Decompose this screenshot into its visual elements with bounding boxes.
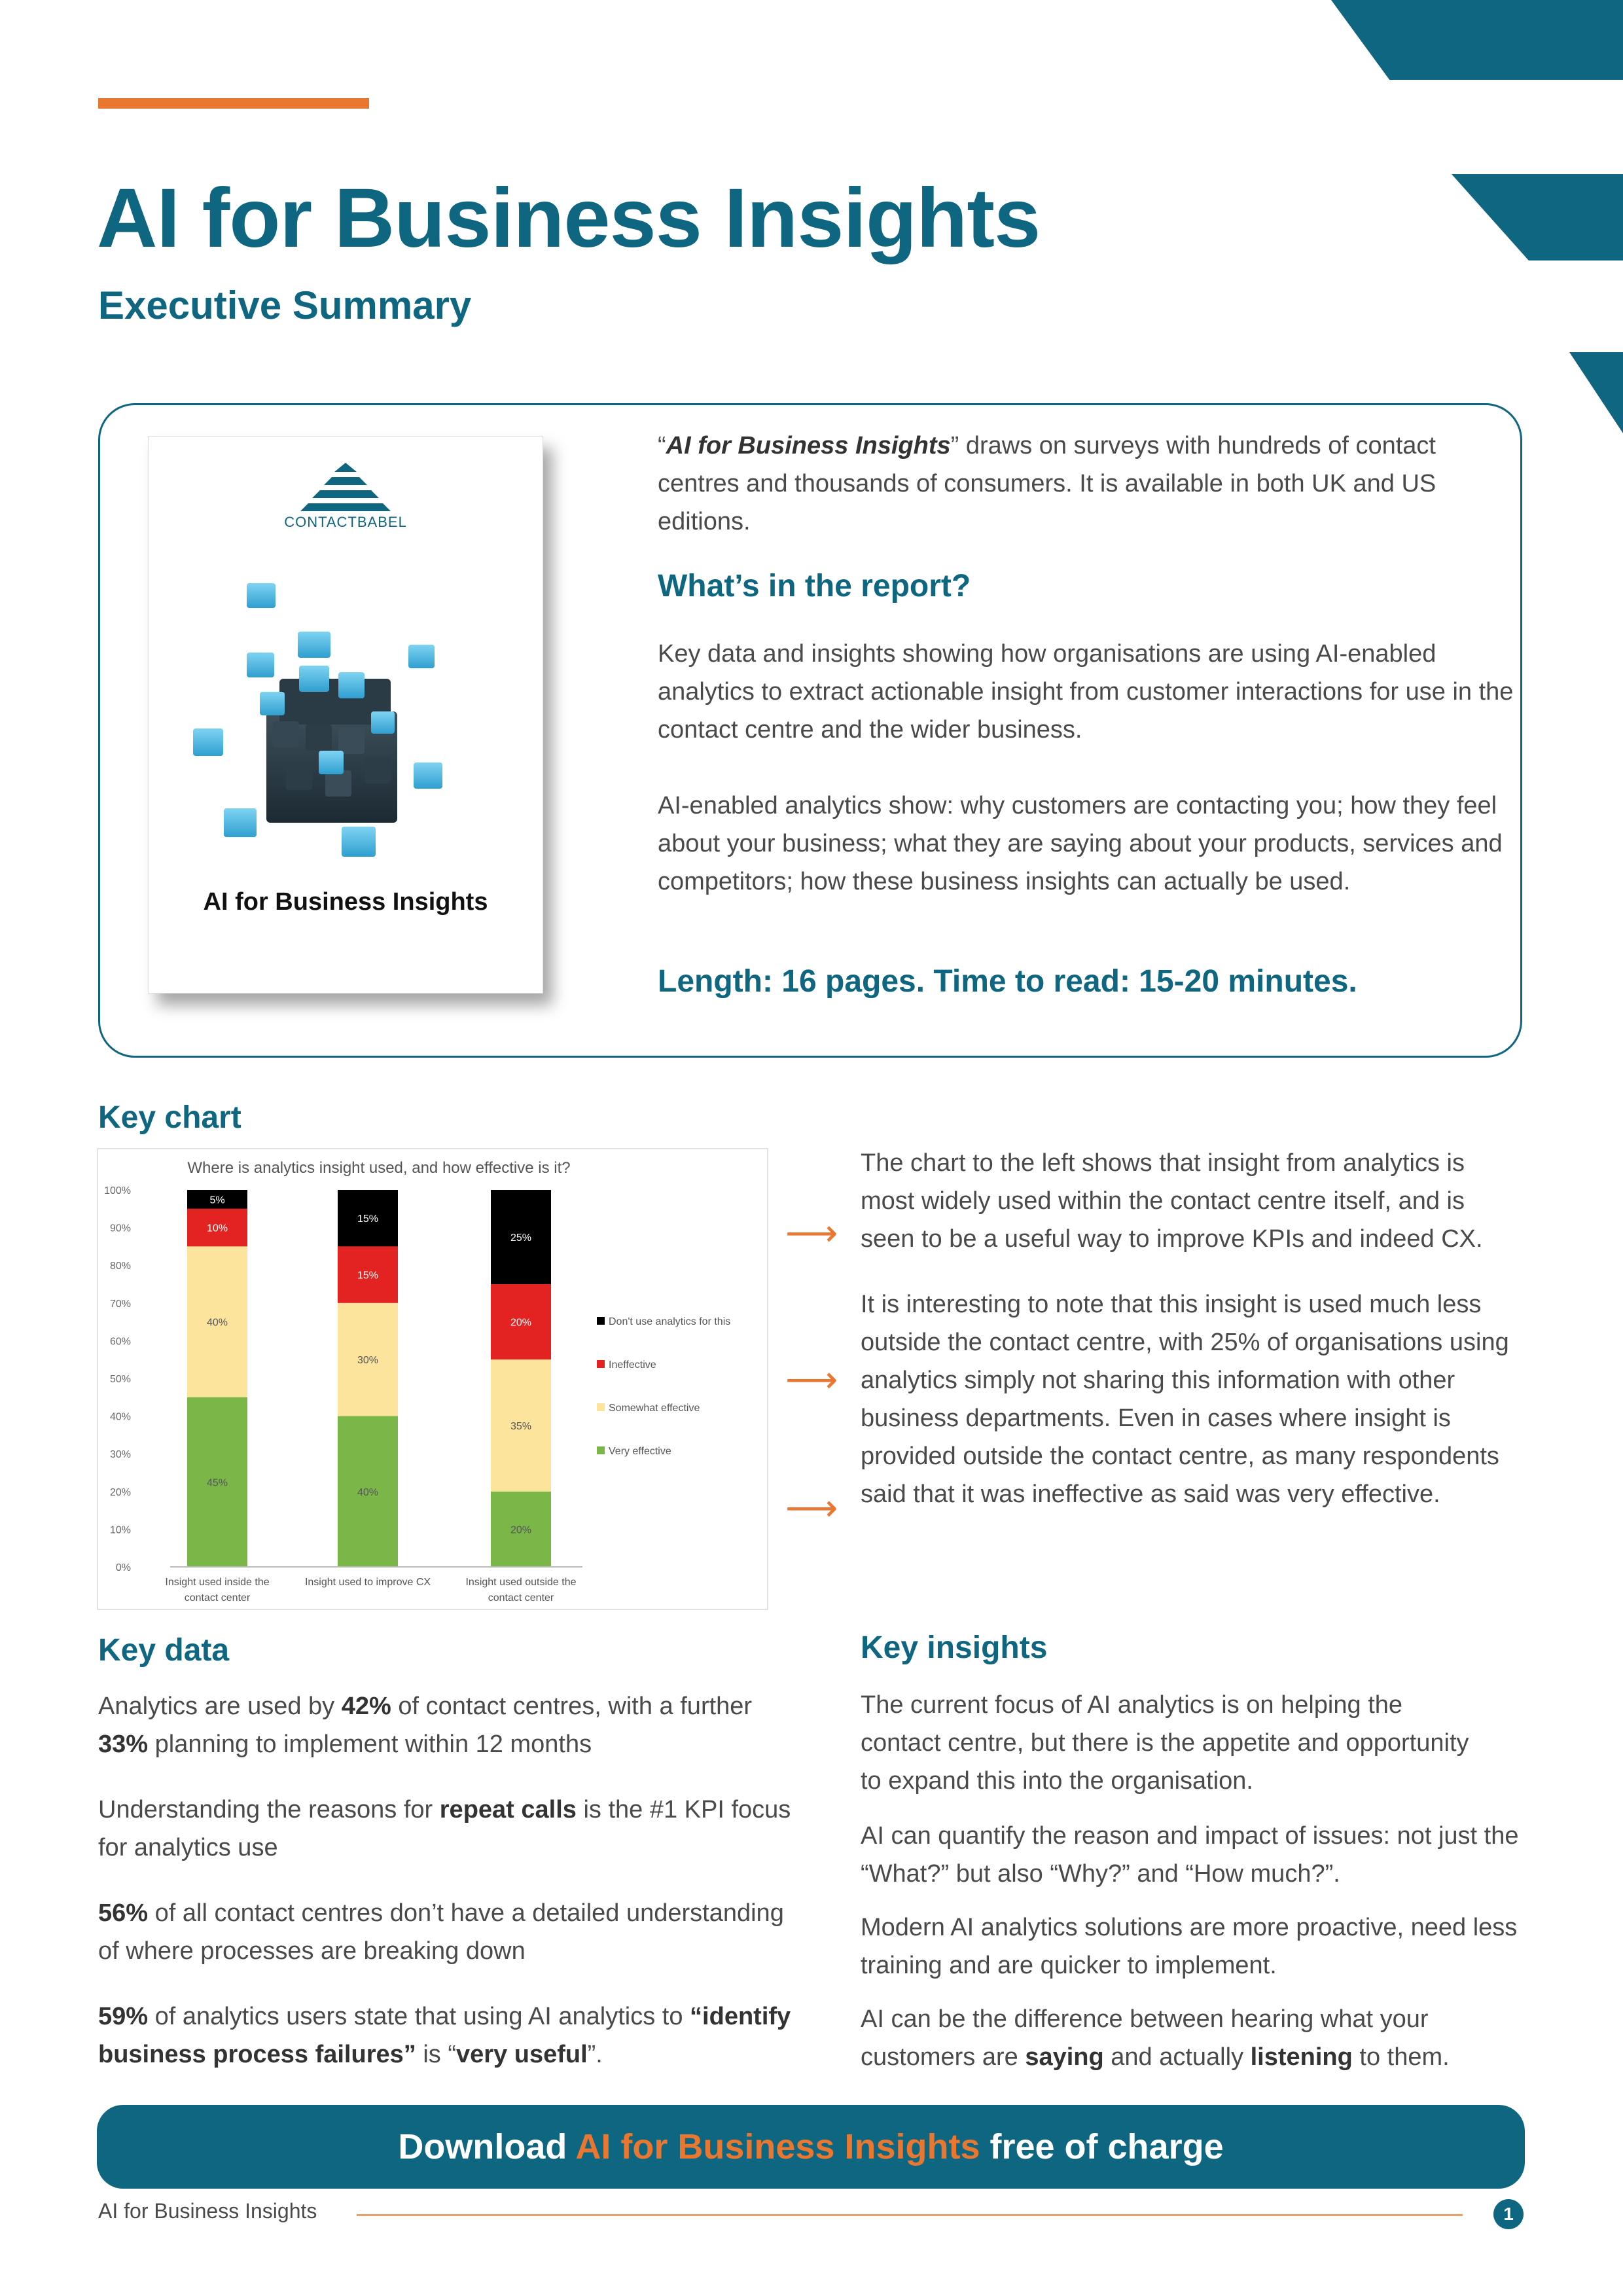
- cta-pre: Download: [398, 2127, 576, 2166]
- data-label: 35%: [510, 1421, 532, 1432]
- y-tick-label: 60%: [109, 1336, 131, 1348]
- data-label: 40%: [206, 1317, 228, 1329]
- key-insight-item-3: Modern AI analytics solutions are more proactive, need less training and are quicker to implement.: [861, 1914, 1518, 1979]
- intro-title: AI for Business Insights: [666, 432, 951, 459]
- key-data-item-3: [98, 1894, 792, 1970]
- footer-divider: [357, 2214, 1463, 2216]
- text: and actually: [1103, 2043, 1251, 2071]
- y-tick-label: 0%: [115, 1562, 131, 1573]
- x-category-label: contact center: [184, 1592, 251, 1604]
- key-data-heading: Key data: [98, 1633, 230, 1668]
- arrow-icon-1: ⟶: [785, 1212, 838, 1253]
- data-label: 20%: [510, 1317, 532, 1329]
- chart-note-2: It is interesting to note that this insight is used much less outside the contact centre, with 25% of organisations using analytics simply not sharing this information with other business departments. Even in cases where insight is provided outside the contact centre, as many respondents said that it was ineffective as said was very effective.: [861, 1291, 1509, 1508]
- accent-bar: [98, 98, 369, 109]
- key-data-item-1: [98, 1687, 792, 1763]
- text: to them.: [1352, 2043, 1450, 2071]
- text: is “: [416, 2041, 456, 2068]
- chart-note-1: The chart to the left shows that insight from analytics is most widely used within the contact centre itself, and is seen to be a useful way to improve KPIs and indeed CX.: [861, 1149, 1483, 1253]
- legend-label: Somewhat effective: [609, 1403, 700, 1414]
- download-button[interactable]: [97, 2105, 1525, 2189]
- arrow-icon-3: ⟶: [785, 1487, 838, 1528]
- text: of analytics users state that using AI analytics to: [148, 2003, 690, 2030]
- key-insight-item-1: The current focus of AI analytics is on helping the contact centre, but there is the appetite and opportunity to expand this into the organisation.: [861, 1691, 1469, 1795]
- y-tick-label: 10%: [109, 1524, 131, 1536]
- data-label: 15%: [357, 1270, 379, 1282]
- x-category-label: Insight used inside the: [165, 1577, 270, 1588]
- page-title: AI for Business Insights: [97, 171, 1041, 265]
- text: Analytics are used by: [98, 1693, 342, 1720]
- cover-brand: CONTACTBABEL: [284, 514, 407, 530]
- highlight: repeat calls: [439, 1796, 577, 1823]
- intro-quote: “: [658, 432, 666, 459]
- text: Understanding the reasons for: [98, 1796, 440, 1823]
- legend-label: Don't use analytics for this: [609, 1316, 731, 1327]
- key-insights-heading: Key insights: [861, 1630, 1048, 1665]
- data-label: 15%: [357, 1213, 379, 1225]
- highlight: saying: [1025, 2043, 1104, 2071]
- text: ”.: [587, 2041, 603, 2068]
- highlight: “identify business process failures”: [98, 2003, 791, 2068]
- text: planning to implement within 12 months: [148, 1731, 592, 1758]
- key-chart: [97, 1148, 768, 1610]
- corner-shape-middle: [1452, 174, 1623, 260]
- y-tick-label: 40%: [109, 1411, 131, 1423]
- key-data-item-4: [98, 1998, 792, 2073]
- text: is the #1 KPI focus for analytics use: [98, 1796, 791, 1861]
- key-insight-item-2: AI can quantify the reason and impact of issues: not just the “What?” but also “Why?” and “How much?”.: [861, 1822, 1519, 1888]
- chart-notes: [861, 1144, 1525, 1513]
- legend-swatch: [597, 1446, 605, 1454]
- y-tick-label: 90%: [109, 1223, 131, 1234]
- data-label: 25%: [510, 1232, 532, 1244]
- cta-post: free of charge: [980, 2127, 1224, 2166]
- highlight: 33%: [98, 1731, 149, 1758]
- data-label: 5%: [209, 1194, 225, 1206]
- stacked-bar-chart: [98, 1149, 767, 1609]
- y-tick-label: 30%: [109, 1449, 131, 1461]
- x-category-label: contact center: [488, 1592, 554, 1604]
- text: AI can be the difference between hearing what your customers are: [861, 2005, 1429, 2071]
- length-line: Length: 16 pages. Time to read: 15-20 minutes.: [658, 964, 1357, 999]
- data-label: 30%: [357, 1355, 379, 1367]
- intro-paragraph: [658, 427, 1515, 541]
- y-tick-label: 70%: [109, 1298, 131, 1310]
- legend-label: Ineffective: [609, 1359, 656, 1371]
- footer-label: AI for Business Insights: [98, 2199, 317, 2223]
- key-data-item-2: [98, 1791, 792, 1867]
- whats-in-report-heading: What’s in the report?: [658, 569, 971, 603]
- chart-title: Where is analytics insight used, and how effective is it?: [187, 1159, 571, 1177]
- highlight: listening: [1250, 2043, 1353, 2071]
- key-insight-item-4: [861, 2000, 1528, 2076]
- page-number-badge: 1: [1493, 2199, 1524, 2229]
- whats-paragraph-2: AI-enabled analytics show: why customers are contacting you; how they feel about your business; what they are saying about your products, services and competitors; how these business insights can actually be used.: [658, 792, 1503, 895]
- y-tick-label: 20%: [109, 1486, 131, 1498]
- highlight: very useful: [455, 2041, 588, 2068]
- corner-shape-bottom: [1569, 352, 1623, 433]
- legend-swatch: [597, 1403, 605, 1411]
- report-cover-image: [148, 436, 543, 994]
- legend-swatch: [597, 1317, 605, 1325]
- highlight: 56%: [98, 1899, 149, 1927]
- y-tick-label: 50%: [109, 1374, 131, 1385]
- y-tick-label: 100%: [104, 1185, 131, 1196]
- whats-paragraph-1: Key data and insights showing how organisations are using AI-enabled analytics to extract actionable insight from customer interactions for use in the contact centre and the wider business.: [658, 640, 1514, 744]
- data-label: 40%: [357, 1486, 379, 1498]
- page-subtitle: Executive Summary: [98, 283, 472, 327]
- data-label: 20%: [510, 1524, 532, 1536]
- cta-highlight: AI for Business Insights: [575, 2127, 980, 2166]
- arrow-icon-2: ⟶: [785, 1359, 838, 1400]
- legend-label: Very effective: [609, 1446, 671, 1457]
- x-category-label: Insight used to improve CX: [304, 1577, 431, 1588]
- data-label: 10%: [206, 1223, 228, 1234]
- corner-shape-top: [1331, 0, 1623, 80]
- x-category-label: Insight used outside the: [465, 1577, 577, 1588]
- highlight: 42%: [341, 1693, 391, 1720]
- download-button-label: [398, 2127, 1223, 2166]
- highlight: 59%: [98, 2003, 149, 2030]
- key-chart-heading: Key chart: [98, 1100, 241, 1135]
- cubes-illustration-icon: [149, 561, 543, 875]
- y-tick-label: 80%: [109, 1261, 131, 1272]
- text: of all contact centres don’t have a detailed understanding of where processes are breaking down: [98, 1899, 784, 1965]
- legend-swatch: [597, 1360, 605, 1368]
- text: of contact centres, with a further: [391, 1693, 753, 1720]
- cover-title: AI for Business Insights: [203, 888, 488, 916]
- intro-text: ” draws on surveys with hundreds of contact centres and thousands of consumers. It is available in both UK and US editions.: [658, 432, 1436, 535]
- data-label: 45%: [206, 1477, 228, 1489]
